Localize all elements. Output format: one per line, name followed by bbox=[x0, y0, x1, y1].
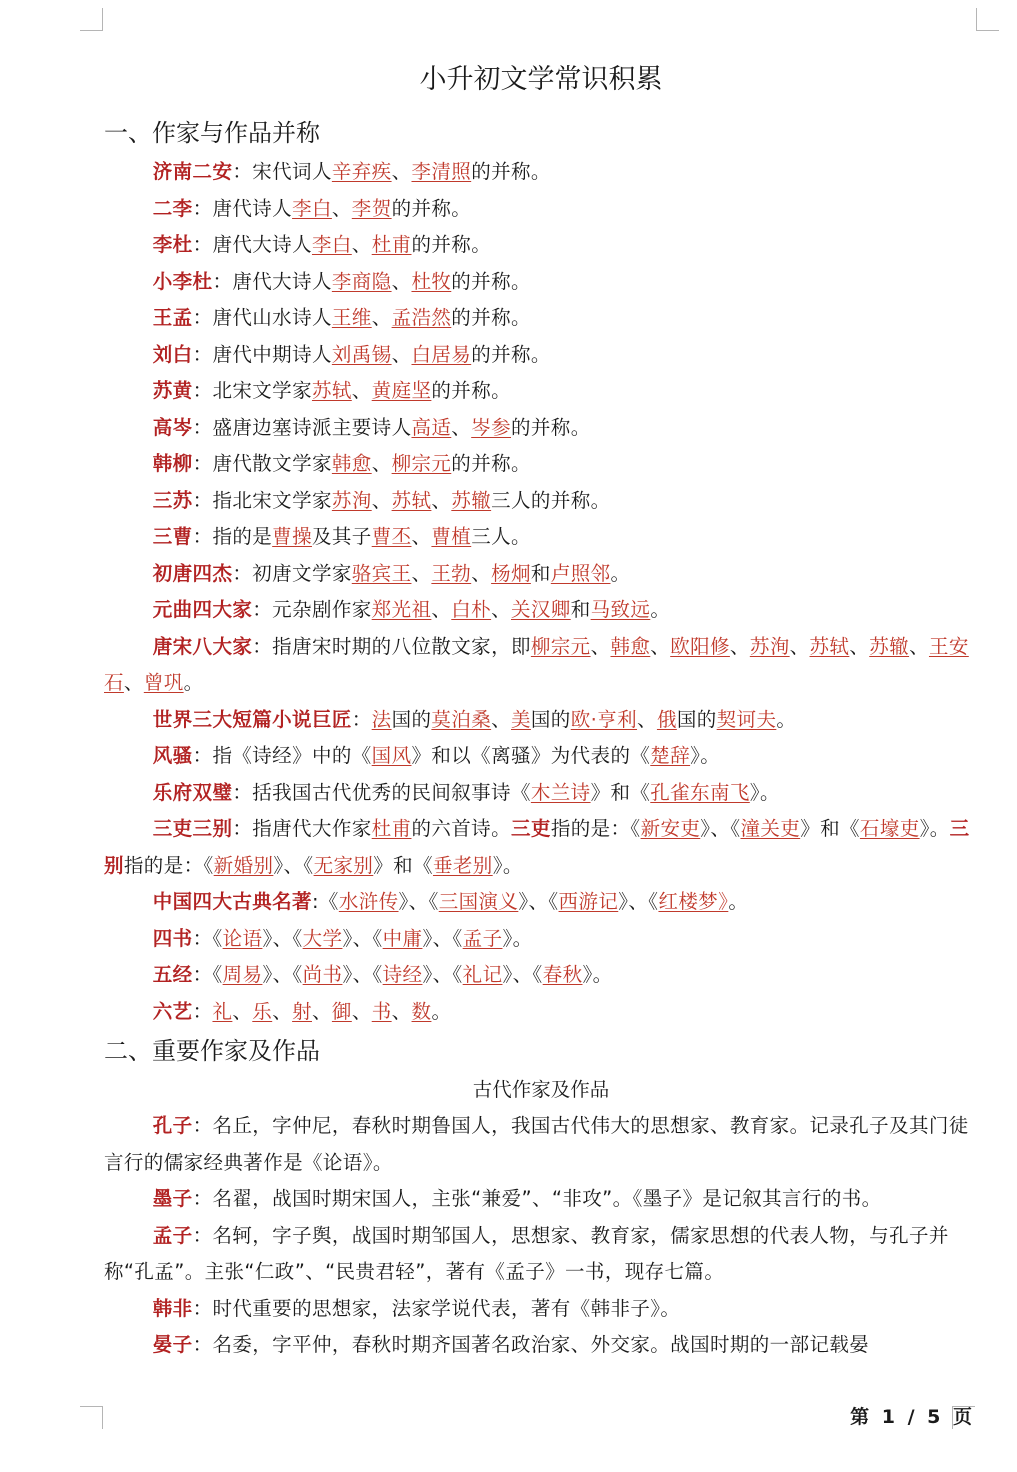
text-run: 、 bbox=[411, 561, 432, 585]
underlined-name: 礼记 bbox=[462, 963, 503, 986]
text-run: 的并称。 bbox=[471, 160, 551, 183]
text-run: 、 bbox=[637, 707, 657, 731]
underlined-name: 俄 bbox=[656, 707, 677, 731]
paragraph bbox=[104, 556, 978, 593]
page-corner-mark-bottom-left bbox=[80, 1406, 103, 1429]
paragraph bbox=[104, 300, 978, 337]
underlined-name: 辛弃疾 bbox=[331, 160, 392, 183]
text-run: 、 bbox=[371, 488, 392, 512]
underlined-name: 高适 bbox=[411, 415, 452, 439]
text-run: 》、《 bbox=[342, 926, 383, 950]
text-run: ：唐代中期诗人 bbox=[192, 342, 332, 366]
text-run: 》和《 bbox=[373, 853, 433, 877]
term-label: 墨子 bbox=[152, 1187, 193, 1210]
underlined-name: 杜甫 bbox=[371, 817, 412, 840]
text-run: ：指《诗经》中的《 bbox=[192, 744, 372, 767]
term-label: 韩柳 bbox=[152, 452, 193, 475]
keyword: 三吏 bbox=[511, 817, 551, 840]
paragraph bbox=[104, 337, 978, 374]
underlined-name: 新安吏 bbox=[640, 817, 701, 840]
text-run: 指的是：《 bbox=[550, 817, 641, 840]
underlined-name: 王安石 bbox=[104, 634, 969, 694]
text-run: 的并称。 bbox=[471, 342, 551, 366]
text-run: 。 bbox=[431, 999, 452, 1023]
underlined-name: 尚书 bbox=[302, 963, 343, 986]
text-run: 、 bbox=[431, 598, 452, 621]
text-run: 和 bbox=[530, 561, 551, 585]
underlined-name: 苏洵 bbox=[331, 488, 372, 512]
text-run: ：括我国古代优秀的民间叙事诗《 bbox=[232, 780, 531, 804]
paragraph bbox=[104, 519, 978, 556]
text-run: 》、《 bbox=[342, 963, 383, 986]
text-run: ：名丘，字仲尼，春秋时期鲁国人，我国古代伟大的思想家、教育家。记录孔子及其门徒言行的儒家经典著作是《论语》。 bbox=[104, 1114, 969, 1174]
text-run: 的并称。 bbox=[451, 452, 531, 475]
underlined-name: 楚辞 bbox=[650, 744, 691, 767]
underlined-name: 御 bbox=[331, 999, 352, 1023]
underlined-name: 欧阳修 bbox=[670, 634, 730, 658]
underlined-name: 木兰诗 bbox=[530, 780, 591, 804]
underlined-name: 柳宗元 bbox=[530, 634, 591, 658]
term-label: 中国四大古典名著 bbox=[152, 890, 312, 913]
underlined-name: 王勃 bbox=[431, 561, 472, 585]
term-label: 高岑 bbox=[152, 415, 193, 439]
text-run: 、 bbox=[331, 196, 352, 220]
term-label: 刘白 bbox=[152, 342, 193, 366]
term-label: 四书 bbox=[152, 926, 193, 950]
underlined-name: 郑光祖 bbox=[371, 598, 432, 621]
text-run: 指的是：《 bbox=[123, 853, 214, 877]
underlined-name: 射 bbox=[292, 999, 312, 1023]
text-run: 、 bbox=[491, 707, 511, 731]
text-run: 》、《 bbox=[700, 817, 741, 840]
text-run: 》、《 bbox=[262, 926, 303, 950]
text-run: 、 bbox=[391, 269, 412, 293]
text-run: 国的 bbox=[391, 707, 432, 731]
text-run: ：《 bbox=[192, 926, 223, 950]
text-run: 国的 bbox=[676, 707, 717, 731]
text-run: 、 bbox=[789, 634, 810, 658]
paragraph bbox=[104, 1181, 978, 1218]
page-corner-mark-top-right bbox=[976, 8, 999, 31]
text-run: 》、《 bbox=[262, 963, 303, 986]
paragraph bbox=[104, 994, 978, 1031]
underlined-name: 大学 bbox=[302, 926, 343, 950]
document-page bbox=[104, 58, 978, 1364]
term-label: 三苏 bbox=[152, 488, 193, 512]
underlined-name: 岑参 bbox=[471, 415, 511, 439]
text-run: 》、《 bbox=[398, 890, 439, 913]
text-run: ：指北宋文学家 bbox=[192, 488, 332, 512]
text-run: 、 bbox=[391, 160, 412, 183]
text-run: 、 bbox=[451, 415, 472, 439]
text-run: 、 bbox=[909, 634, 929, 658]
paragraph bbox=[104, 592, 978, 629]
document-title: 小升初文学常识积累 bbox=[419, 64, 663, 95]
text-run: ：唐代山水诗人 bbox=[192, 306, 332, 329]
text-run: 。 bbox=[776, 707, 797, 731]
text-run: 》、《 bbox=[502, 963, 543, 986]
text-run: 、 bbox=[650, 634, 671, 658]
text-run: 三人的并称。 bbox=[491, 488, 611, 512]
text-run: ：时代重要的思想家，法家学说代表，著有《韩非子》。 bbox=[192, 1296, 681, 1320]
underlined-name: 曹丕 bbox=[371, 525, 412, 548]
text-run: 。 bbox=[728, 890, 749, 913]
text-run: 。 bbox=[610, 561, 631, 585]
term-label: 苏黄 bbox=[152, 379, 193, 402]
underlined-name: 曹操 bbox=[272, 525, 312, 548]
text-run: 。 bbox=[650, 598, 671, 621]
text-run: ：《 bbox=[192, 963, 223, 986]
underlined-name: 三国演义 bbox=[438, 890, 519, 913]
underlined-name: 契诃夫 bbox=[716, 707, 777, 731]
paragraph bbox=[104, 191, 978, 228]
subsection-heading: 古代作家及作品 bbox=[472, 1078, 610, 1101]
underlined-name: 孟子 bbox=[462, 926, 503, 950]
underlined-name: 黄庭坚 bbox=[371, 379, 432, 402]
text-run: ：指唐宋时期的八位散文家，即 bbox=[252, 634, 531, 658]
text-run: 三人。 bbox=[471, 525, 531, 548]
text-run: 的并称。 bbox=[431, 379, 511, 402]
text-run: 、 bbox=[471, 561, 492, 585]
keyword: 三别 bbox=[104, 817, 970, 877]
text-run: 》、《 bbox=[422, 963, 463, 986]
term-label: 三吏三别 bbox=[152, 817, 233, 840]
underlined-name: 水浒传 bbox=[338, 890, 399, 913]
underlined-name: 中庸 bbox=[382, 926, 423, 950]
page-corner-mark-top-left bbox=[80, 8, 103, 31]
underlined-name: 卢照邻 bbox=[550, 561, 611, 585]
term-label: 小李杜 bbox=[152, 269, 213, 293]
paragraph bbox=[104, 446, 978, 483]
text-run: 》。 bbox=[582, 963, 613, 986]
underlined-name: 西游记 bbox=[558, 890, 619, 913]
text-run: 》和《 bbox=[590, 780, 651, 804]
underlined-name: 孟浩然 bbox=[391, 306, 452, 329]
text-run: ：唐代大诗人 bbox=[212, 269, 332, 293]
underlined-name: 春秋 bbox=[542, 963, 583, 986]
underlined-name: 王维 bbox=[331, 306, 372, 329]
text-run: ：北宋文学家 bbox=[192, 379, 312, 402]
page-number: 第 1 / 5 页 bbox=[850, 1406, 975, 1428]
underlined-name: 白朴 bbox=[451, 598, 492, 621]
text-run: 》和《 bbox=[800, 817, 860, 840]
underlined-name: 苏轼 bbox=[809, 634, 850, 658]
underlined-name: 莫泊桑 bbox=[431, 707, 492, 731]
underlined-name: 书 bbox=[371, 999, 392, 1023]
paragraph bbox=[104, 1327, 978, 1364]
underlined-name: 苏轼 bbox=[311, 379, 352, 402]
underlined-name: 石壕吏 bbox=[859, 817, 920, 840]
paragraph bbox=[104, 775, 978, 812]
text-run: 的并称。 bbox=[511, 415, 591, 439]
underlined-name: 李商隐 bbox=[331, 269, 392, 293]
paragraph bbox=[104, 373, 978, 410]
underlined-name: 韩愈 bbox=[610, 634, 651, 658]
underlined-name: 杜甫 bbox=[371, 233, 412, 256]
text-run: 的六首诗。 bbox=[411, 817, 511, 840]
term-label: 二李 bbox=[152, 196, 193, 220]
underlined-name: 马致远 bbox=[590, 598, 651, 621]
paragraph bbox=[104, 410, 978, 447]
paragraph bbox=[104, 629, 978, 702]
underlined-name: 李贺 bbox=[351, 196, 392, 220]
term-label: 孔子 bbox=[152, 1114, 193, 1137]
underlined-name: 李白 bbox=[311, 233, 352, 256]
underlined-name: 骆宾王 bbox=[351, 561, 412, 585]
underlined-name: 苏洵 bbox=[749, 634, 790, 658]
text-run: 、 bbox=[351, 379, 372, 402]
term-label: 王孟 bbox=[152, 306, 193, 329]
text-run: ：指的是 bbox=[192, 525, 273, 548]
text-run: 、 bbox=[123, 671, 144, 694]
underlined-name: 杨炯 bbox=[491, 561, 531, 585]
text-run: ：唐代散文学家 bbox=[192, 452, 332, 475]
underlined-name: 红楼梦》 bbox=[658, 890, 729, 913]
section-heading-2: 二、重要作家及作品 bbox=[104, 1037, 320, 1065]
term-label: 乐府双璧 bbox=[152, 780, 233, 804]
underlined-name: 苏辙 bbox=[869, 634, 910, 658]
text-run: 的并称。 bbox=[411, 233, 492, 256]
underlined-name: 曹植 bbox=[431, 525, 472, 548]
underlined-name: 论语 bbox=[222, 926, 263, 950]
paragraph bbox=[104, 738, 978, 775]
underlined-name: 苏辙 bbox=[451, 488, 492, 512]
underlined-name: 刘禹锡 bbox=[331, 342, 392, 366]
text-run: 、 bbox=[272, 999, 293, 1023]
text-run: ：指唐代大作家 bbox=[232, 817, 372, 840]
text-run: 》。 bbox=[492, 853, 523, 877]
term-label: 李杜 bbox=[152, 233, 193, 256]
underlined-name: 李白 bbox=[292, 196, 332, 220]
underlined-name: 杜牧 bbox=[411, 269, 452, 293]
section-1-body bbox=[104, 154, 978, 1030]
term-label: 六艺 bbox=[152, 999, 193, 1023]
text-run: 、 bbox=[729, 634, 750, 658]
underlined-name: 周易 bbox=[222, 963, 263, 986]
term-label: 孟子 bbox=[152, 1223, 193, 1247]
term-label: 五经 bbox=[152, 963, 193, 986]
text-run: ： bbox=[192, 999, 213, 1023]
text-run: 、 bbox=[849, 634, 870, 658]
text-run: 》、《 bbox=[618, 890, 659, 913]
text-run: 。 bbox=[183, 671, 204, 694]
underlined-name: 孔雀东南飞 bbox=[650, 780, 750, 804]
paragraph bbox=[104, 483, 978, 520]
term-label: 世界三大短篇小说巨匠 bbox=[152, 707, 352, 731]
paragraph bbox=[104, 884, 978, 921]
underlined-name: 法 bbox=[371, 707, 392, 731]
text-run: 》、《 bbox=[422, 926, 463, 950]
text-run: 、 bbox=[590, 634, 611, 658]
paragraph bbox=[104, 1218, 978, 1291]
paragraph bbox=[104, 154, 978, 191]
term-label: 初唐四杰 bbox=[152, 561, 233, 585]
paragraph bbox=[104, 957, 978, 994]
term-label: 唐宋八大家 bbox=[152, 634, 253, 658]
underlined-name: 潼关吏 bbox=[740, 817, 801, 840]
underlined-name: 垂老别 bbox=[432, 853, 493, 877]
text-run: 及其子 bbox=[311, 525, 372, 548]
text-run: ：初唐文学家 bbox=[232, 561, 352, 585]
paragraph bbox=[104, 264, 978, 301]
text-run: 、 bbox=[491, 598, 511, 621]
section-heading-1: 一、作家与作品并称 bbox=[104, 119, 320, 147]
term-label: 济南二安 bbox=[152, 160, 233, 183]
text-run: ：名轲，字子舆，战国时期邹国人，思想家、教育家，儒家思想的代表人物，与孔子并称“孔孟”。主张“仁政”、“民贵君轻”，著有《孟子》一书，现存七篇。 bbox=[104, 1223, 949, 1283]
underlined-name: 李清照 bbox=[411, 160, 472, 183]
underlined-name: 国风 bbox=[371, 744, 412, 767]
text-run: 、 bbox=[351, 233, 372, 256]
term-label: 三曹 bbox=[152, 525, 193, 548]
paragraph bbox=[104, 702, 978, 739]
underlined-name: 韩愈 bbox=[331, 452, 372, 475]
text-run: 国的 bbox=[530, 707, 571, 731]
text-run: 、 bbox=[351, 999, 372, 1023]
text-run: 、 bbox=[391, 342, 412, 366]
text-run: 》。 bbox=[690, 744, 721, 767]
paragraph bbox=[104, 1108, 978, 1181]
text-run: 》和以《离骚》为代表的《 bbox=[411, 744, 651, 767]
text-run: ：唐代诗人 bbox=[192, 196, 293, 220]
text-run: 》、《 bbox=[518, 890, 559, 913]
text-run: :《 bbox=[311, 890, 339, 913]
term-label: 晏子 bbox=[152, 1333, 193, 1356]
text-run: 》。 bbox=[749, 780, 780, 804]
paragraph bbox=[104, 811, 978, 884]
text-run: 、 bbox=[232, 999, 253, 1023]
text-run: 、 bbox=[371, 452, 392, 475]
underlined-name: 诗经 bbox=[382, 963, 423, 986]
text-run: 、 bbox=[391, 999, 412, 1023]
underlined-name: 乐 bbox=[252, 999, 273, 1023]
underlined-name: 苏轼 bbox=[391, 488, 432, 512]
text-run: ： bbox=[351, 707, 372, 731]
text-run: 和 bbox=[570, 598, 591, 621]
underlined-name: 新婚别 bbox=[213, 853, 274, 877]
text-run: ：名翟，战国时期宋国人，主张“兼爱”、“非攻”。《墨子》是记叙其言行的书。 bbox=[192, 1187, 882, 1210]
text-run: ：唐代大诗人 bbox=[192, 233, 312, 256]
underlined-name: 无家别 bbox=[313, 853, 374, 877]
text-run: ：盛唐边塞诗派主要诗人 bbox=[192, 415, 412, 439]
paragraph bbox=[104, 921, 978, 958]
text-run: 》。 bbox=[502, 926, 533, 950]
underlined-name: 关汉卿 bbox=[511, 598, 571, 621]
term-label: 韩非 bbox=[152, 1296, 193, 1320]
paragraph bbox=[104, 227, 978, 264]
paragraph bbox=[104, 1291, 978, 1328]
text-run: 、 bbox=[411, 525, 432, 548]
text-run: 的并称。 bbox=[391, 196, 472, 220]
text-run: ：名委，字平仲，春秋时期齐国著名政治家、外交家。战国时期的一部记载晏 bbox=[192, 1333, 870, 1356]
underlined-name: 曾巩 bbox=[143, 671, 184, 694]
section-2-body bbox=[104, 1108, 978, 1364]
text-run: ：宋代词人 bbox=[232, 160, 332, 183]
underlined-name: 美 bbox=[511, 707, 531, 731]
text-run: 、 bbox=[312, 999, 332, 1023]
text-run: 》。 bbox=[919, 817, 950, 840]
text-run: 、 bbox=[431, 488, 452, 512]
term-label: 风骚 bbox=[152, 744, 193, 767]
underlined-name: 白居易 bbox=[411, 342, 472, 366]
text-run: 的并称。 bbox=[451, 306, 531, 329]
underlined-name: 柳宗元 bbox=[391, 452, 452, 475]
text-run: 的并称。 bbox=[451, 269, 531, 293]
text-run: 、 bbox=[371, 306, 392, 329]
underlined-name: 数 bbox=[411, 999, 432, 1023]
term-label: 元曲四大家 bbox=[152, 598, 253, 621]
underlined-name: 礼 bbox=[212, 999, 233, 1023]
underlined-name: 欧·亨利 bbox=[570, 707, 638, 731]
text-run: ：元杂剧作家 bbox=[252, 598, 372, 621]
text-run: 》、《 bbox=[273, 853, 314, 877]
